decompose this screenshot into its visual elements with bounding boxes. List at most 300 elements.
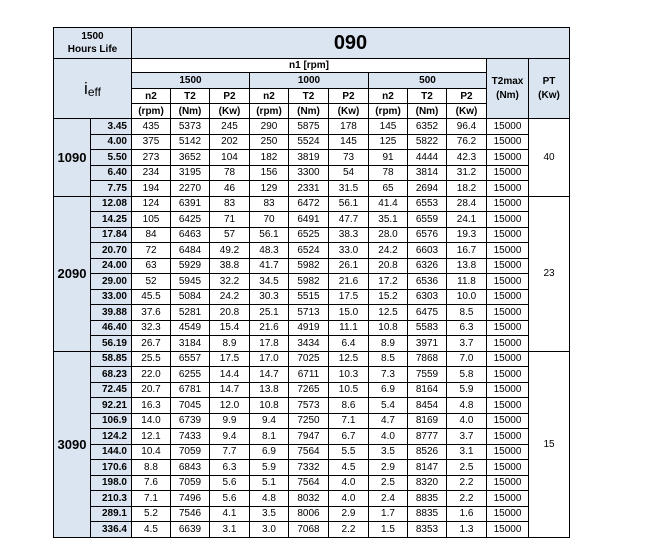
table-row (54, 491, 570, 507)
column-header-name: P2 (447, 89, 487, 104)
value-cell: 1.5 (369, 522, 408, 538)
value-cell: 17.2 (369, 274, 408, 290)
value-cell: 4.0 (329, 475, 369, 491)
group-name: 1090 (54, 119, 91, 197)
column-header-unit: (Kw) (210, 104, 250, 119)
table-row (54, 274, 570, 290)
value-cell: 15000 (487, 398, 529, 414)
table-row (54, 444, 570, 460)
value-cell: 3819 (289, 150, 329, 166)
value-cell: 7868 (408, 351, 447, 367)
value-cell: 38.8 (210, 258, 250, 274)
value-cell: 3.0 (250, 522, 289, 538)
value-cell: 56.1 (329, 196, 369, 212)
value-cell: 3195 (171, 165, 210, 181)
value-cell: 72 (132, 243, 171, 259)
value-cell: 14.7 (250, 367, 289, 383)
speed-header-1000: 1000 (250, 73, 369, 89)
value-cell: 105 (132, 212, 171, 228)
value-cell: 2.5 (369, 475, 408, 491)
value-cell: 4.7 (369, 413, 408, 429)
group-name: 2090 (54, 196, 91, 351)
value-cell: 76.2 (447, 134, 487, 150)
ratio-cell: 33.00 (91, 289, 132, 305)
value-cell: 18.2 (447, 181, 487, 197)
value-cell: 5.4 (369, 398, 408, 414)
value-cell: 4.1 (210, 506, 250, 522)
value-cell: 6557 (171, 351, 210, 367)
t2max-unit: (Nm) (496, 89, 519, 101)
value-cell: 15000 (487, 119, 529, 135)
n1-header: n1 [rpm] (132, 59, 487, 73)
value-cell: 3652 (171, 150, 210, 166)
table-row (54, 181, 570, 197)
column-header-name: T2 (289, 89, 329, 104)
value-cell: 6739 (171, 413, 210, 429)
ratio-cell: 289.1 (91, 506, 132, 522)
value-cell: 7433 (171, 429, 210, 445)
value-cell: 6255 (171, 367, 210, 383)
ratio-cell: 7.75 (91, 181, 132, 197)
value-cell: 17.0 (250, 351, 289, 367)
value-cell: 6639 (171, 522, 210, 538)
table-row (54, 289, 570, 305)
column-header-name: P2 (329, 89, 369, 104)
value-cell: 17.5 (210, 351, 250, 367)
value-cell: 5281 (171, 305, 210, 321)
hours-life-label: Hours Life (67, 44, 118, 55)
ieff-subscript: eff (87, 84, 101, 99)
value-cell: 52 (132, 274, 171, 290)
value-cell: 16.7 (447, 243, 487, 259)
pt-unit: (Kw) (538, 89, 560, 101)
value-cell: 13.8 (447, 258, 487, 274)
ratio-cell: 24.00 (91, 258, 132, 274)
value-cell: 6475 (408, 305, 447, 321)
value-cell: 15000 (487, 196, 529, 212)
value-cell: 5.9 (250, 460, 289, 476)
value-cell: 6472 (289, 196, 329, 212)
value-cell: 6352 (408, 119, 447, 135)
value-cell: 7947 (289, 429, 329, 445)
value-cell: 15.2 (369, 289, 408, 305)
column-header-name: T2 (408, 89, 447, 104)
value-cell: 10.3 (329, 367, 369, 383)
value-cell: 15000 (487, 460, 529, 476)
value-cell: 9.4 (210, 429, 250, 445)
value-cell: 11.8 (447, 274, 487, 290)
value-cell: 12.5 (369, 305, 408, 321)
value-cell: 1.3 (447, 522, 487, 538)
value-cell: 7059 (171, 444, 210, 460)
value-cell: 15000 (487, 212, 529, 228)
value-cell: 24.2 (369, 243, 408, 259)
value-cell: 124 (132, 196, 171, 212)
value-cell: 6553 (408, 196, 447, 212)
ratio-cell: 92.21 (91, 398, 132, 414)
value-cell: 6491 (289, 212, 329, 228)
value-cell: 6391 (171, 196, 210, 212)
table-row (54, 258, 570, 274)
table-row (54, 243, 570, 259)
value-cell: 5875 (289, 119, 329, 135)
value-cell: 12.1 (132, 429, 171, 445)
table-row (54, 351, 570, 367)
value-cell: 1.7 (369, 506, 408, 522)
value-cell: 8320 (408, 475, 447, 491)
value-cell: 12.5 (329, 351, 369, 367)
value-cell: 54 (329, 165, 369, 181)
value-cell: 14.4 (210, 367, 250, 383)
value-cell: 13.8 (250, 382, 289, 398)
value-cell: 8.1 (250, 429, 289, 445)
ratio-cell: 68.23 (91, 367, 132, 383)
value-cell: 15.0 (329, 305, 369, 321)
value-cell: 24.1 (447, 212, 487, 228)
value-cell: 8835 (408, 491, 447, 507)
value-cell: 15000 (487, 165, 529, 181)
value-cell: 5.6 (210, 491, 250, 507)
value-cell: 41.4 (369, 196, 408, 212)
value-cell: 37.6 (132, 305, 171, 321)
table-row (54, 506, 570, 522)
value-cell: 31.2 (447, 165, 487, 181)
pt-value: 15 (529, 351, 570, 537)
table-row (54, 475, 570, 491)
value-cell: 15000 (487, 522, 529, 538)
ratio-cell: 29.00 (91, 274, 132, 290)
value-cell: 1.6 (447, 506, 487, 522)
value-cell: 6.9 (250, 444, 289, 460)
value-cell: 70 (250, 212, 289, 228)
value-cell: 7.6 (132, 475, 171, 491)
pt-header (529, 59, 570, 119)
value-cell: 5.6 (210, 475, 250, 491)
value-cell: 8.8 (132, 460, 171, 476)
value-cell: 4549 (171, 320, 210, 336)
value-cell: 6781 (171, 382, 210, 398)
speed-header-500: 500 (369, 73, 487, 89)
value-cell: 5084 (171, 289, 210, 305)
value-cell: 4444 (408, 150, 447, 166)
ieff-header (54, 59, 132, 119)
value-cell: 6463 (171, 227, 210, 243)
ratio-cell: 39.88 (91, 305, 132, 321)
performance-table (53, 27, 570, 538)
value-cell: 6.3 (447, 320, 487, 336)
value-cell: 5822 (408, 134, 447, 150)
value-cell: 3.7 (447, 429, 487, 445)
value-cell: 245 (210, 119, 250, 135)
value-cell: 15000 (487, 367, 529, 383)
value-cell: 14.0 (132, 413, 171, 429)
group-name: 3090 (54, 351, 91, 537)
value-cell: 5.2 (132, 506, 171, 522)
value-cell: 5515 (289, 289, 329, 305)
value-cell: 6525 (289, 227, 329, 243)
value-cell: 3434 (289, 336, 329, 352)
table-row (54, 367, 570, 383)
value-cell: 6576 (408, 227, 447, 243)
value-cell: 3300 (289, 165, 329, 181)
value-cell: 2270 (171, 181, 210, 197)
value-cell: 8777 (408, 429, 447, 445)
ratio-cell: 58.85 (91, 351, 132, 367)
table-row (54, 382, 570, 398)
value-cell: 2.4 (369, 491, 408, 507)
value-cell: 7068 (289, 522, 329, 538)
value-cell: 15000 (487, 444, 529, 460)
value-cell: 375 (132, 134, 171, 150)
value-cell: 26.7 (132, 336, 171, 352)
value-cell: 30.3 (250, 289, 289, 305)
value-cell: 56.1 (250, 227, 289, 243)
value-cell: 4.8 (447, 398, 487, 414)
value-cell: 273 (132, 150, 171, 166)
table-row (54, 522, 570, 538)
ratio-cell: 12.08 (91, 196, 132, 212)
value-cell: 4919 (289, 320, 329, 336)
value-cell: 26.1 (329, 258, 369, 274)
value-cell: 234 (132, 165, 171, 181)
value-cell: 7250 (289, 413, 329, 429)
value-cell: 4.0 (369, 429, 408, 445)
value-cell: 7546 (171, 506, 210, 522)
table-row (54, 336, 570, 352)
value-cell: 38.3 (329, 227, 369, 243)
value-cell: 5982 (289, 274, 329, 290)
table-row (54, 227, 570, 243)
value-cell: 3184 (171, 336, 210, 352)
value-cell: 22.0 (132, 367, 171, 383)
value-cell: 6326 (408, 258, 447, 274)
value-cell: 10.5 (329, 382, 369, 398)
value-cell: 3.1 (210, 522, 250, 538)
value-cell: 7564 (289, 444, 329, 460)
value-cell: 32.2 (210, 274, 250, 290)
column-header-unit: (rpm) (132, 104, 171, 119)
column-header-name: P2 (210, 89, 250, 104)
value-cell: 10.0 (447, 289, 487, 305)
value-cell: 6425 (171, 212, 210, 228)
value-cell: 78 (369, 165, 408, 181)
value-cell: 7.1 (329, 413, 369, 429)
value-cell: 129 (250, 181, 289, 197)
value-cell: 14.7 (210, 382, 250, 398)
value-cell: 7059 (171, 475, 210, 491)
table-row (54, 429, 570, 445)
ratio-cell: 4.00 (91, 134, 132, 150)
value-cell: 4.5 (132, 522, 171, 538)
value-cell: 63 (132, 258, 171, 274)
ratio-cell: 6.40 (91, 165, 132, 181)
column-header-unit: (Nm) (289, 104, 329, 119)
t2max-header (487, 59, 529, 119)
value-cell: 5373 (171, 119, 210, 135)
value-cell: 28.4 (447, 196, 487, 212)
table-row (54, 320, 570, 336)
value-cell: 73 (329, 150, 369, 166)
value-cell: 6.3 (210, 460, 250, 476)
column-header-name: n2 (132, 89, 171, 104)
value-cell: 24.2 (210, 289, 250, 305)
ratio-cell: 198.0 (91, 475, 132, 491)
value-cell: 11.1 (329, 320, 369, 336)
value-cell: 65 (369, 181, 408, 197)
value-cell: 145 (369, 119, 408, 135)
value-cell: 8006 (289, 506, 329, 522)
value-cell: 5929 (171, 258, 210, 274)
value-cell: 7.7 (210, 444, 250, 460)
value-cell: 8032 (289, 491, 329, 507)
value-cell: 3971 (408, 336, 447, 352)
value-cell: 32.3 (132, 320, 171, 336)
table-row (54, 212, 570, 228)
value-cell: 4.0 (447, 413, 487, 429)
value-cell: 8164 (408, 382, 447, 398)
value-cell: 4.0 (329, 491, 369, 507)
value-cell: 8454 (408, 398, 447, 414)
value-cell: 15000 (487, 150, 529, 166)
value-cell: 33.0 (329, 243, 369, 259)
value-cell: 10.8 (250, 398, 289, 414)
value-cell: 4.8 (250, 491, 289, 507)
ratio-cell: 106.9 (91, 413, 132, 429)
value-cell: 46 (210, 181, 250, 197)
value-cell: 83 (210, 196, 250, 212)
value-cell: 84 (132, 227, 171, 243)
value-cell: 7045 (171, 398, 210, 414)
value-cell: 7.3 (369, 367, 408, 383)
value-cell: 20.7 (132, 382, 171, 398)
value-cell: 15000 (487, 351, 529, 367)
table-row (54, 119, 570, 135)
value-cell: 5.8 (447, 367, 487, 383)
value-cell: 5713 (289, 305, 329, 321)
ratio-cell: 170.6 (91, 460, 132, 476)
value-cell: 5982 (289, 258, 329, 274)
value-cell: 6843 (171, 460, 210, 476)
value-cell: 290 (250, 119, 289, 135)
value-cell: 7.0 (447, 351, 487, 367)
column-header-name: n2 (250, 89, 289, 104)
value-cell: 7559 (408, 367, 447, 383)
value-cell: 15000 (487, 134, 529, 150)
speed-header-1500: 1500 (132, 73, 250, 89)
value-cell: 20.8 (369, 258, 408, 274)
value-cell: 8526 (408, 444, 447, 460)
value-cell: 6711 (289, 367, 329, 383)
value-cell: 7265 (289, 382, 329, 398)
value-cell: 15000 (487, 289, 529, 305)
value-cell: 57 (210, 227, 250, 243)
value-cell: 15000 (487, 320, 529, 336)
value-cell: 25.5 (132, 351, 171, 367)
value-cell: 49.2 (210, 243, 250, 259)
column-header-unit: (Kw) (329, 104, 369, 119)
table-row (54, 398, 570, 414)
value-cell: 15000 (487, 413, 529, 429)
value-cell: 6.7 (329, 429, 369, 445)
value-cell: 6559 (408, 212, 447, 228)
value-cell: 10.8 (369, 320, 408, 336)
value-cell: 7496 (171, 491, 210, 507)
value-cell: 435 (132, 119, 171, 135)
column-header-name: n2 (369, 89, 408, 104)
value-cell: 31.5 (329, 181, 369, 197)
value-cell: 15000 (487, 227, 529, 243)
column-header-unit: (Kw) (447, 104, 487, 119)
table-row (54, 150, 570, 166)
value-cell: 15000 (487, 336, 529, 352)
table-row (54, 196, 570, 212)
value-cell: 83 (250, 196, 289, 212)
value-cell: 71 (210, 212, 250, 228)
value-cell: 8.9 (210, 336, 250, 352)
value-cell: 145 (329, 134, 369, 150)
t2max-label: T2max (491, 75, 524, 87)
value-cell: 6.4 (329, 336, 369, 352)
value-cell: 178 (329, 119, 369, 135)
value-cell: 9.4 (250, 413, 289, 429)
value-cell: 15000 (487, 274, 529, 290)
column-header-unit: (rpm) (250, 104, 289, 119)
value-cell: 3814 (408, 165, 447, 181)
column-header-unit: (Nm) (171, 104, 210, 119)
value-cell: 7573 (289, 398, 329, 414)
ratio-cell: 46.40 (91, 320, 132, 336)
value-cell: 15000 (487, 429, 529, 445)
value-cell: 15000 (487, 305, 529, 321)
value-cell: 104 (210, 150, 250, 166)
pt-label: PT (542, 75, 556, 87)
value-cell: 21.6 (329, 274, 369, 290)
value-cell: 15000 (487, 258, 529, 274)
value-cell: 5524 (289, 134, 329, 150)
value-cell: 12.0 (210, 398, 250, 414)
ratio-cell: 56.19 (91, 336, 132, 352)
value-cell: 17.8 (250, 336, 289, 352)
value-cell: 6536 (408, 274, 447, 290)
value-cell: 8.5 (369, 351, 408, 367)
value-cell: 3.5 (369, 444, 408, 460)
value-cell: 125 (369, 134, 408, 150)
value-cell: 7564 (289, 475, 329, 491)
table-row (54, 305, 570, 321)
ieff-symbol: i (84, 78, 88, 98)
value-cell: 48.3 (250, 243, 289, 259)
value-cell: 5142 (171, 134, 210, 150)
value-cell: 8353 (408, 522, 447, 538)
column-header-unit: (Nm) (408, 104, 447, 119)
value-cell: 5.1 (250, 475, 289, 491)
value-cell: 156 (250, 165, 289, 181)
ratio-cell: 3.45 (91, 119, 132, 135)
value-cell: 3.7 (447, 336, 487, 352)
value-cell: 8.6 (329, 398, 369, 414)
value-cell: 5.5 (329, 444, 369, 460)
gearbox-performance-sheet (53, 27, 570, 538)
value-cell: 91 (369, 150, 408, 166)
value-cell: 3.1 (447, 444, 487, 460)
pt-value: 23 (529, 196, 570, 351)
value-cell: 15000 (487, 491, 529, 507)
value-cell: 15000 (487, 506, 529, 522)
value-cell: 15000 (487, 181, 529, 197)
value-cell: 6303 (408, 289, 447, 305)
value-cell: 2.2 (447, 475, 487, 491)
value-cell: 45.5 (132, 289, 171, 305)
